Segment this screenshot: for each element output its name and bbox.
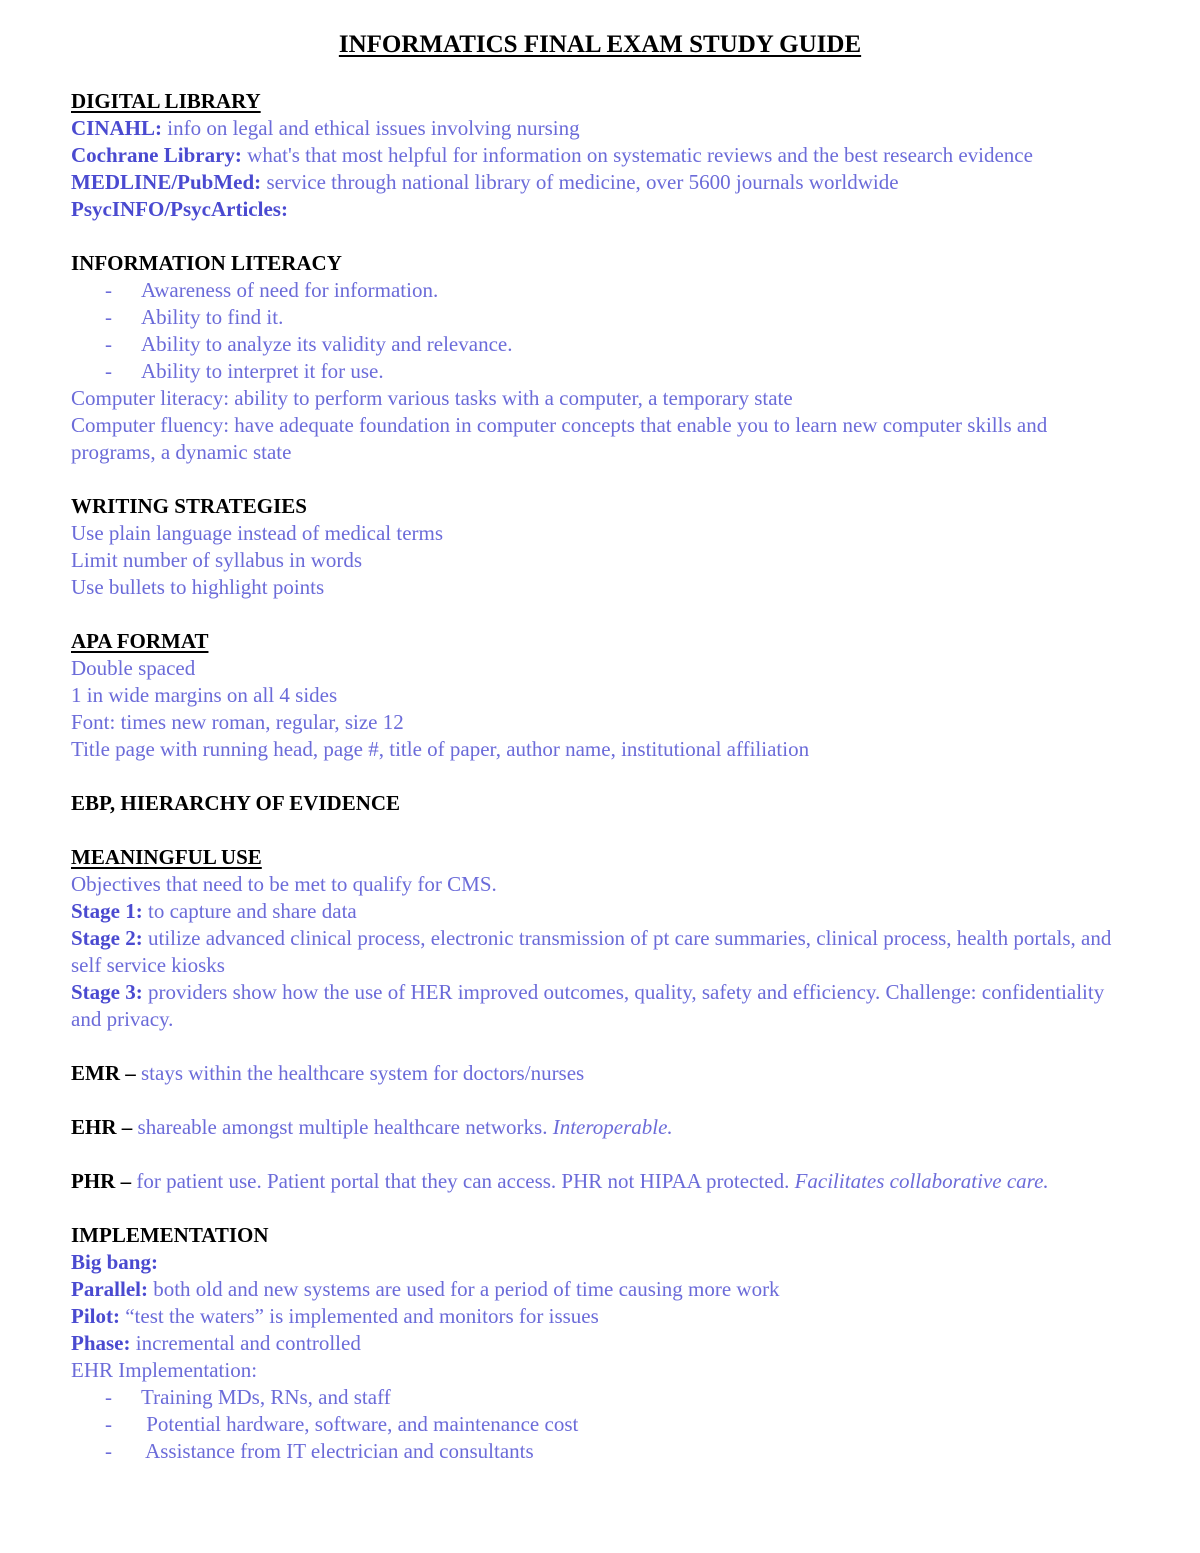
text-line: EHR Implementation:	[71, 1358, 258, 1382]
list-item: Cochrane Library: what's that most helpful for information on systematic reviews and the best research evidence	[71, 143, 1033, 167]
section-heading-information-literacy: INFORMATION LITERACY	[71, 251, 342, 275]
text-line: Use plain language instead of medical terms	[71, 521, 444, 545]
list-item: Stage 3: providers show how the use of HER improved outcomes, quality, safety and efficiency. Challenge: confidentiality and privacy.	[71, 980, 1105, 1031]
text-line: Computer literacy: ability to perform various tasks with a computer, a temporary state	[71, 386, 793, 410]
page-title: INFORMATICS FINAL EXAM STUDY GUIDE	[338, 31, 862, 58]
bullet-dash: -	[105, 1385, 112, 1409]
definition-emr: EMR – stays within the healthcare system for doctors/nurses	[71, 1061, 585, 1085]
text-line: Title page with running head, page #, title of paper, author name, institutional affiliation	[71, 737, 810, 761]
spacer	[71, 1195, 1131, 1222]
bullet-dash: -	[105, 1412, 112, 1436]
text-line: Double spaced	[71, 656, 196, 680]
section-heading-apa-format: APA FORMAT	[71, 629, 209, 653]
list-item: - Awareness of need for information.	[105, 278, 439, 302]
text-line: Font: times new roman, regular, size 12	[71, 710, 404, 734]
section-heading-meaningful-use: MEANINGFUL USE	[71, 845, 262, 869]
list-item: Pilot: “test the waters” is implemented and monitors for issues	[71, 1304, 599, 1328]
bullet-dash: -	[105, 305, 112, 329]
list-item: Stage 1: to capture and share data	[71, 899, 357, 923]
text-line: Use bullets to highlight points	[71, 575, 325, 599]
bullet-dash: -	[105, 332, 112, 356]
spacer	[71, 763, 1131, 790]
section-heading-digital-library: DIGITAL LIBRARY	[71, 89, 261, 113]
spacer	[71, 1141, 1131, 1168]
spacer	[71, 223, 1131, 250]
list-item: - Ability to interpret it for use.	[105, 359, 384, 383]
list-item: - Training MDs, RNs, and staff	[105, 1385, 391, 1409]
section-heading-ebp: EBP, HIERARCHY OF EVIDENCE	[71, 791, 401, 815]
section-heading-implementation: IMPLEMENTATION	[71, 1223, 269, 1247]
spacer	[71, 466, 1131, 493]
list-item: - Assistance from IT electrician and consultants	[105, 1439, 534, 1463]
text-line: 1 in wide margins on all 4 sides	[71, 683, 338, 707]
list-item: - Ability to find it.	[105, 305, 284, 329]
section-heading-writing-strategies: WRITING STRATEGIES	[71, 494, 307, 518]
list-item: - Ability to analyze its validity and relevance.	[105, 332, 513, 356]
list-item: - Potential hardware, software, and maintenance cost	[105, 1412, 579, 1436]
text-line: Computer fluency: have adequate foundation in computer concepts that enable you to learn new computer skills and programs, a dynamic state	[71, 413, 1048, 464]
spacer	[71, 817, 1131, 844]
spacer	[71, 601, 1131, 628]
bullet-dash: -	[105, 278, 112, 302]
list-item: CINAHL: info on legal and ethical issues involving nursing	[71, 116, 580, 140]
list-item: PsycINFO/PsycArticles:	[71, 197, 288, 221]
list-item: MEDLINE/PubMed: service through national library of medicine, over 5600 journals worldwide	[71, 170, 899, 194]
definition-phr: PHR – for patient use. Patient portal that they can access. PHR not HIPAA protected. Facilitates collaborative care.	[71, 1169, 1049, 1193]
list-item: Phase: incremental and controlled	[71, 1331, 361, 1355]
text-line: Objectives that need to be met to qualify for CMS.	[71, 872, 497, 896]
text-line: Limit number of syllabus in words	[71, 548, 363, 572]
list-item: Stage 2: utilize advanced clinical process, electronic transmission of pt care summaries, clinical process, health portals, and self service kiosks	[71, 926, 1112, 977]
spacer	[71, 1087, 1131, 1114]
definition-ehr: EHR – shareable amongst multiple healthcare networks. Interoperable.	[71, 1115, 673, 1139]
document-body	[71, 88, 1131, 1465]
list-item: Big bang:	[71, 1250, 158, 1274]
bullet-dash: -	[105, 359, 112, 383]
list-item: Parallel: both old and new systems are used for a period of time causing more work	[71, 1277, 780, 1301]
spacer	[71, 1033, 1131, 1060]
bullet-dash: -	[105, 1439, 112, 1463]
